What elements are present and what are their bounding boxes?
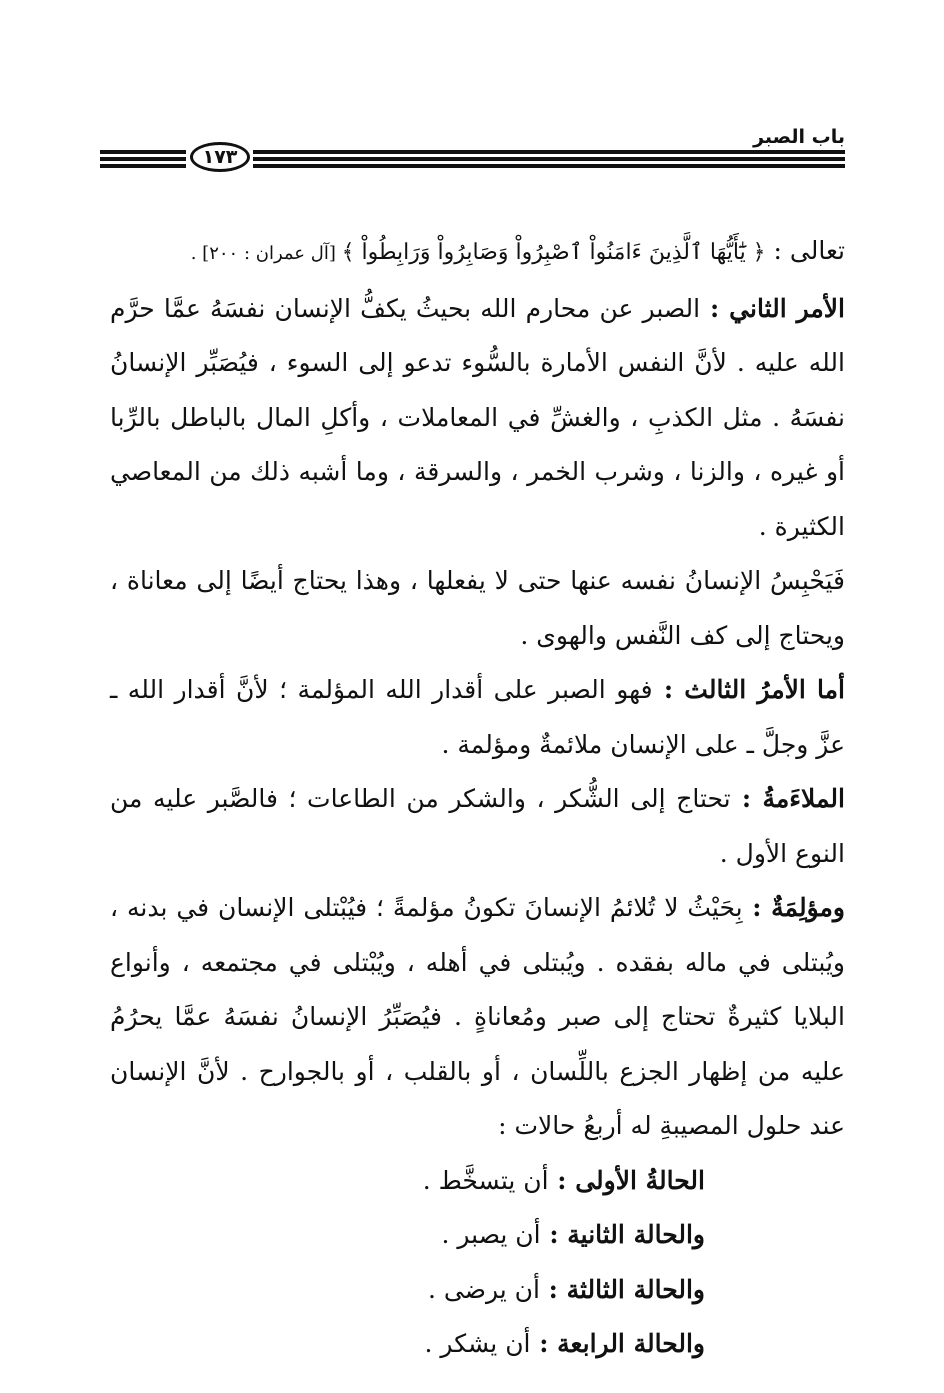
chapter-title: باب الصبر	[753, 126, 845, 148]
paragraph-third-matter	[110, 663, 845, 772]
header-rule	[253, 164, 845, 168]
paragraph-verse	[110, 224, 845, 282]
list-item	[110, 1263, 705, 1318]
paragraph-heading: ومؤلِمَةٌ :	[742, 893, 845, 922]
state-text: أن يتسخَّط .	[422, 1165, 549, 1195]
list-item	[110, 1208, 705, 1263]
paragraph-text: بِحَيْثُ لا تُلائمُ الإنسانَ تكونُ مؤلمةً ؛ فيُبْتلى الإنسان في بدنه ، ويُبتلى في ماله بفقده . ويُبتلى في أهله ، ويُبْتلى في مجتمعه ، وأنواع البلايا كثيرةٌ تحتاج إلى صبر ومُعاناةٍ . فيُصَبِّرُ الإنسانُ نفسَهُ عمَّا يحرُمُ عليه من إظهار الجزع باللِّسان ، أو بالقلب ، أو بالجوارح . لأنَّ الإنسان عند حلول المصيبةِ له أربعُ حالات :	[110, 893, 845, 1140]
state-text: أن يصبر .	[441, 1220, 541, 1249]
header-rule	[253, 157, 845, 161]
paragraph-text: فَيَحْبِسُ الإنسانُ نفسه عنها حتى لا يفعلها ، وهذا يحتاج أيضًا إلى معاناة ، ويحتاج إلى كف النَّفس والهوى .	[110, 566, 845, 650]
paragraph-restraint	[110, 554, 845, 663]
paragraph-text: فهو الصبر على أقدار الله المؤلمة ؛ لأنَّ أقدار الله ـ عزَّ وجلَّ ـ على الإنسان ملائمةٌ ومؤلمة .	[110, 675, 845, 759]
verse-lead: تعالى :	[765, 236, 845, 265]
page-header	[100, 126, 845, 176]
paragraph-painful	[110, 881, 845, 1154]
list-item	[110, 1317, 705, 1372]
state-label: والحالة الثانية :	[540, 1220, 705, 1249]
header-rule	[100, 164, 186, 168]
paragraph-second-matter	[110, 282, 845, 555]
paragraph-heading: الملاءَمةُ :	[730, 784, 845, 813]
list-item	[110, 1154, 705, 1209]
paragraph-text: تحتاج إلى الشُّكر ، والشكر من الطاعات ؛ فالصَّبر عليه من النوع الأول .	[110, 784, 845, 868]
header-rule	[253, 150, 845, 154]
state-label: والحالة الثالثة :	[539, 1274, 705, 1304]
verse-citation: [آل عمران : ٢٠٠] .	[190, 243, 342, 264]
paragraph-heading: أما الأمرُ الثالث :	[652, 675, 845, 704]
page-number: ١٧٣	[190, 142, 250, 172]
state-text: أن يرضى .	[427, 1274, 540, 1304]
state-label: الحالةُ الأولى :	[548, 1165, 705, 1195]
states-list	[110, 1154, 845, 1372]
quran-verse: ﴿ يَٰٓأَيُّهَا ٱلَّذِينَ ءَامَنُواْ ٱصْبِرُواْ وَصَابِرُواْ وَرَابِطُواْ ﴾	[341, 240, 766, 265]
paragraph-text: الصبر عن محارم الله بحيثُ يكفُّ الإنسان نفسَهُ عمَّا حرَّم الله عليه . لأنَّ النفس الأمارة بالسُّوء تدعو إلى السوء ، فيُصَبِّر الإنسانُ نفسَهُ . مثل الكذبِ ، والغشِّ في المعاملات ، وأكلِ المال بالباطل بالرِّبا أو غيره ، والزنا ، وشرب الخمر ، والسرقة ، وما أشبه ذلك من المعاصي الكثيرة .	[110, 293, 845, 541]
state-label: والحالة الرابعة :	[530, 1329, 705, 1358]
state-text: أن يشكر .	[424, 1329, 531, 1358]
paragraph-heading: الأمر الثاني :	[700, 293, 845, 323]
header-rule	[100, 157, 186, 161]
header-rule	[100, 150, 186, 154]
page-body	[110, 224, 845, 1372]
paragraph-agreeable	[110, 772, 845, 881]
